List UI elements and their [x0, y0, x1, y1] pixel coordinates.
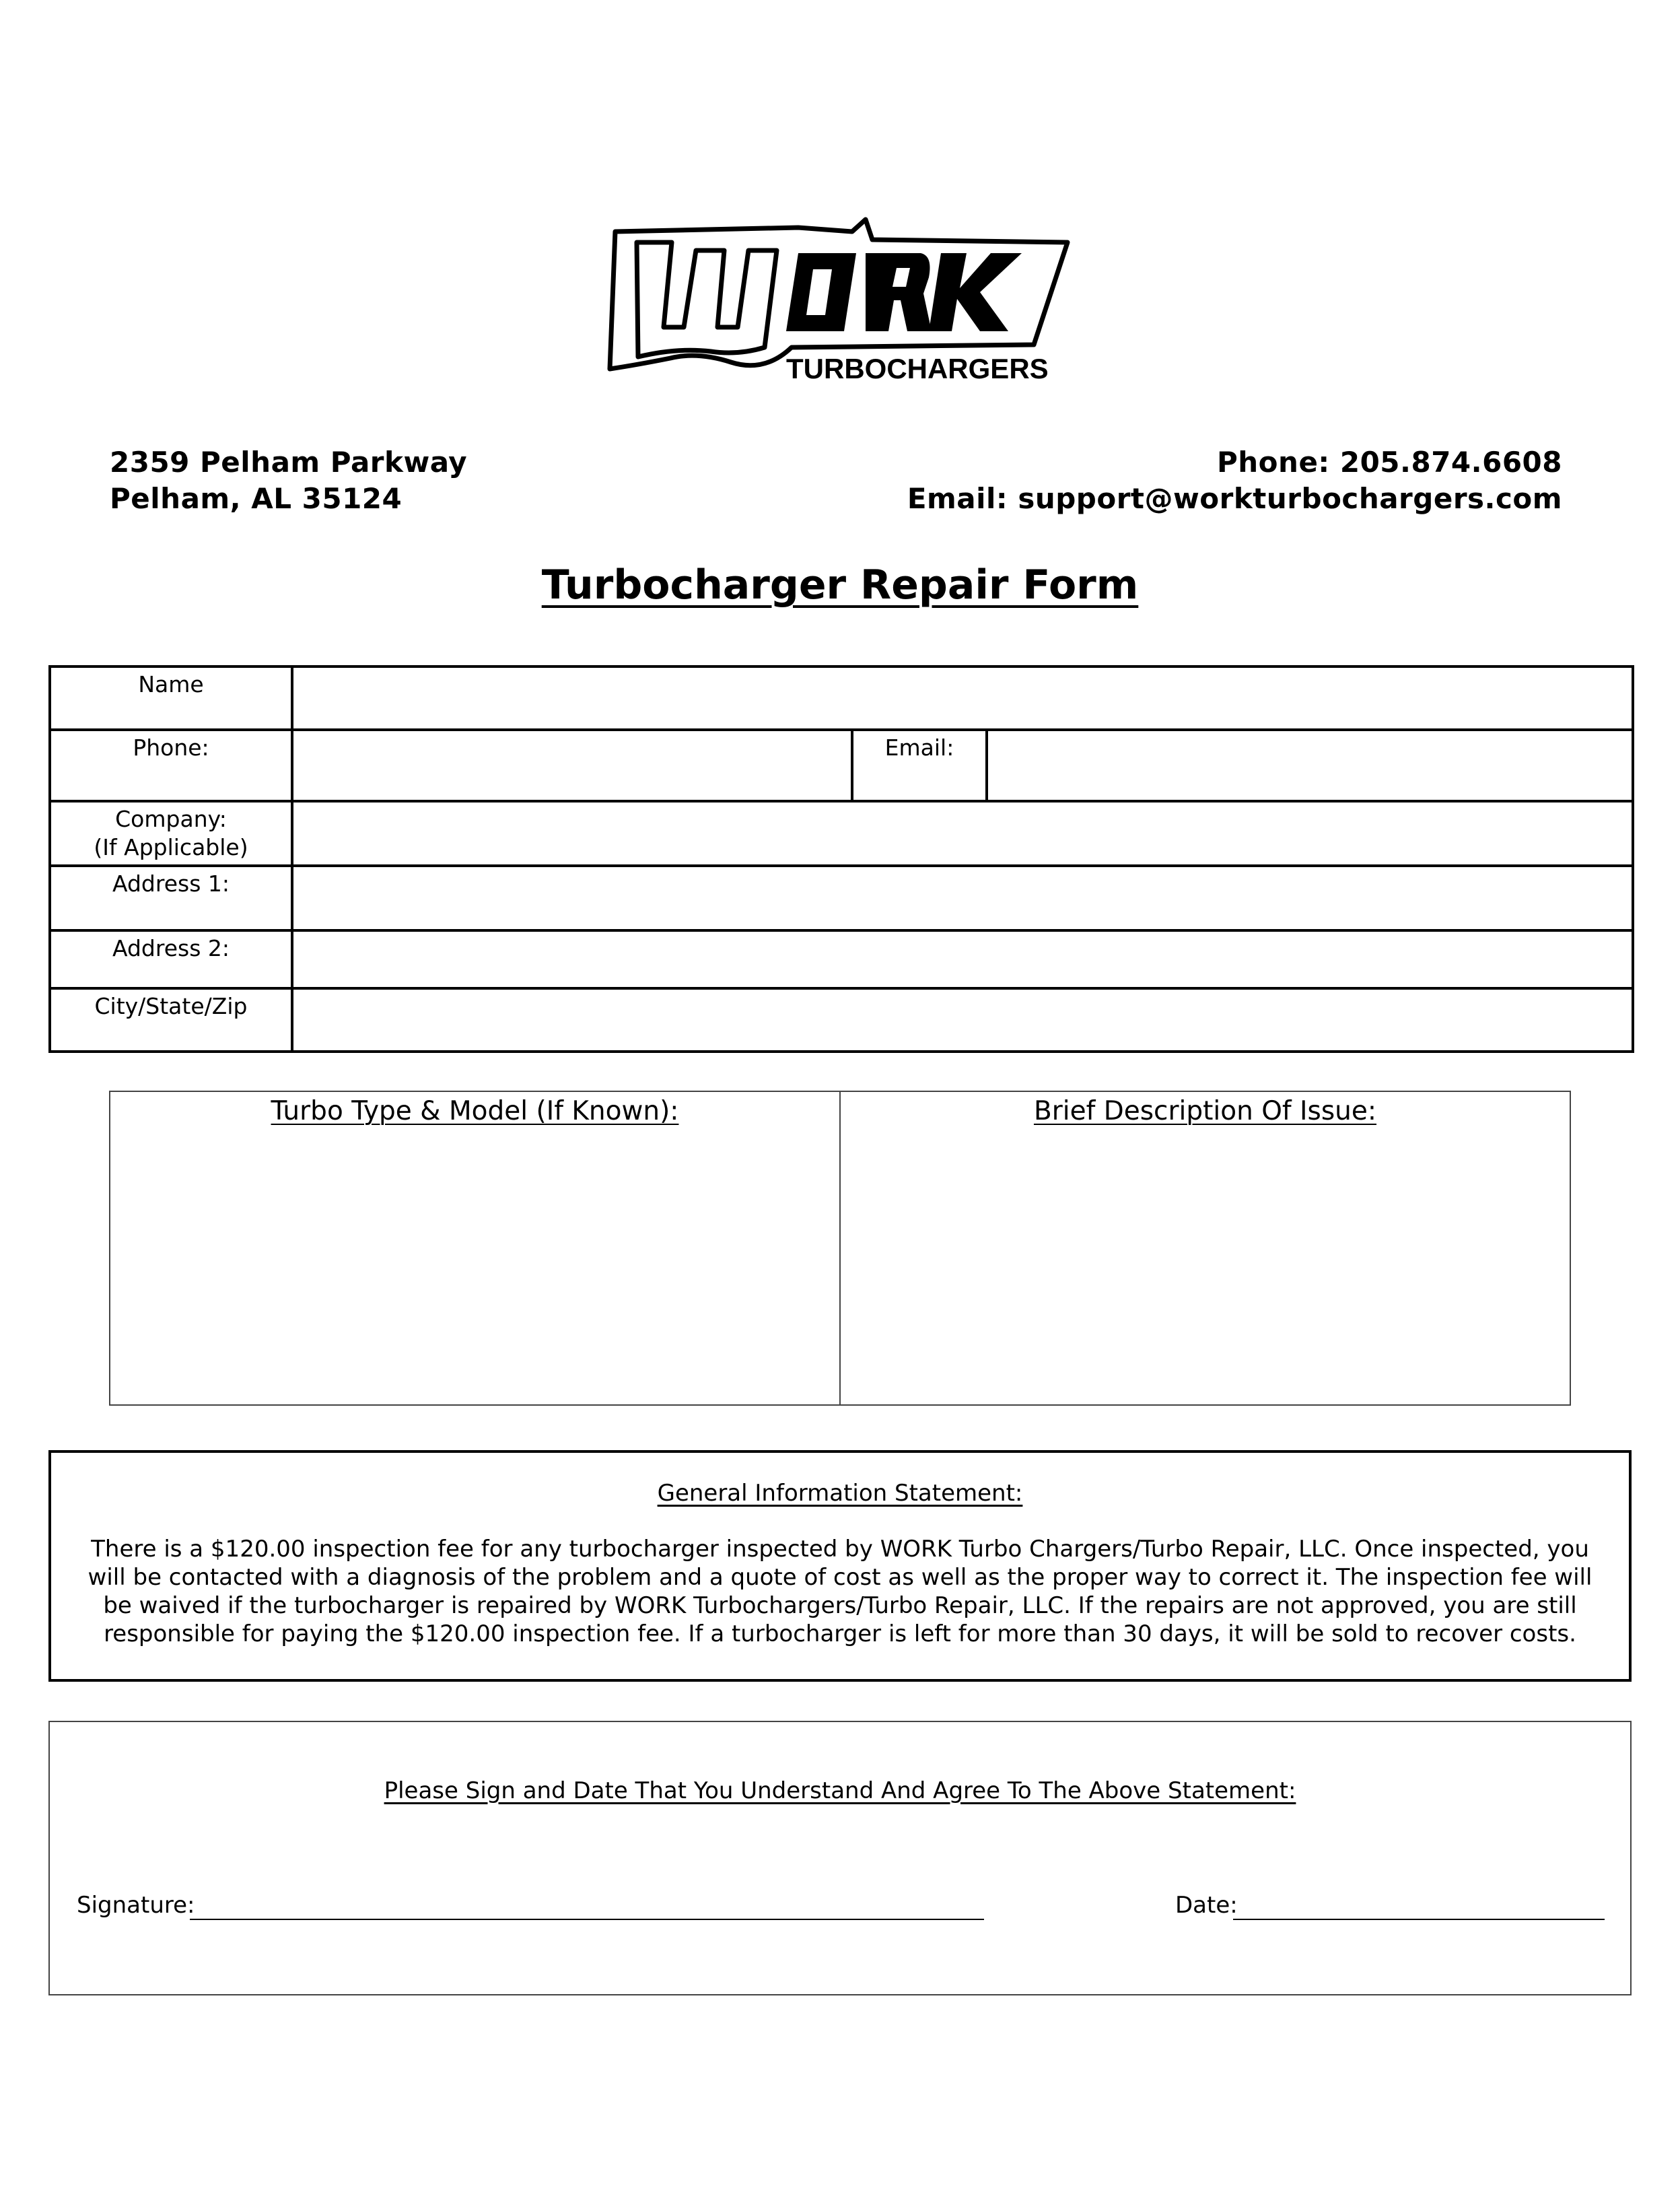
date-line[interactable]: [1233, 1919, 1605, 1920]
company-address: [110, 444, 467, 517]
row-address-2: [50, 930, 1633, 988]
signature-box: [48, 1721, 1632, 1995]
signature-label: Signature:: [77, 1892, 195, 1919]
date-label: Date:: [1175, 1892, 1238, 1919]
city-label: City/State/Zip: [50, 988, 292, 1052]
name-label: Name: [50, 666, 292, 730]
address1-label: Address 1:: [50, 866, 292, 930]
address2-field[interactable]: [292, 930, 1633, 988]
city-field[interactable]: [292, 988, 1633, 1052]
customer-info-table: [48, 665, 1634, 1053]
turbo-type-field[interactable]: [110, 1092, 839, 1404]
row-phone-email: [50, 730, 1633, 801]
email-label: Email:: [852, 730, 987, 801]
issue-description-label: Brief Description Of Issue:: [1033, 1096, 1377, 1126]
work-turbochargers-logo: [596, 213, 1081, 395]
phone-label: Phone:: [50, 730, 292, 801]
name-field[interactable]: [292, 666, 1633, 730]
company-email: Email: support@workturbochargers.com: [907, 482, 1562, 515]
address-line-2: Pelham, AL 35124: [110, 482, 403, 515]
issue-description-field[interactable]: [839, 1092, 1570, 1404]
address2-label: Address 2:: [50, 930, 292, 988]
turbo-details-box: [109, 1091, 1571, 1406]
row-address-1: [50, 866, 1633, 930]
row-name: [50, 666, 1633, 730]
phone-field[interactable]: [292, 730, 852, 801]
turbo-type-label: Turbo Type & Model (If Known):: [271, 1096, 679, 1126]
address1-field[interactable]: [292, 866, 1633, 930]
general-information-text: There is a $120.00 inspection fee for any turbocharger inspected by WORK Turbo Chargers/Turbo Repair, LLC. Once inspected, you will be contacted with a diagnosis of the problem and a quote of cost as well as the proper way to correct it. The inspection fee will be waived if the turbocharger is repaired by WORK Turbochargers/Turbo Repair, LLC. If the repairs are not approved, you are still responsible for paying the $120.00 inspection fee. If a turbocharger is left for more than 30 days, it will be sold to recover costs.: [88, 1536, 1593, 1647]
signature-line[interactable]: [190, 1919, 984, 1920]
company-contact: [907, 444, 1562, 517]
general-information-box: [48, 1450, 1632, 1682]
email-field[interactable]: [987, 730, 1633, 801]
signature-heading: Please Sign and Date That You Understand And Agree To The Above Statement:: [384, 1777, 1296, 1804]
row-city: [50, 988, 1633, 1052]
row-company: [50, 801, 1633, 866]
company-label-line2: (If Applicable): [94, 834, 248, 860]
company-label: [50, 801, 292, 866]
company-label-line1: Company:: [115, 806, 227, 832]
address-line-1: 2359 Pelham Parkway: [110, 446, 468, 479]
company-phone: Phone: 205.874.6608: [1217, 446, 1562, 479]
logo-subtext: TURBOCHARGERS: [786, 353, 1049, 384]
general-information-heading: General Information Statement:: [657, 1480, 1023, 1507]
form-title: Turbocharger Repair Form: [541, 561, 1139, 609]
company-field[interactable]: [292, 801, 1633, 866]
